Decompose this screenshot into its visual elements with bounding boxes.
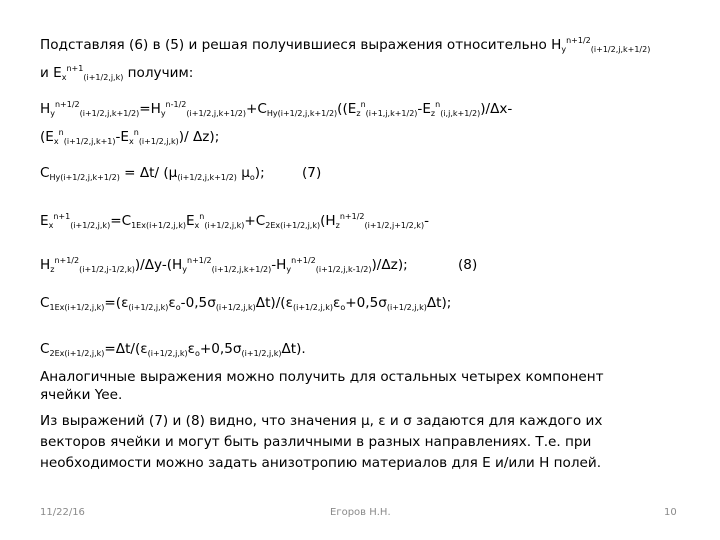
subscript: z <box>356 109 361 118</box>
subscript: (i+1/2,j,k+1/2) <box>590 45 651 54</box>
eq-term: = Δt/ (μ <box>119 165 178 181</box>
equation-7-line-1 <box>40 100 512 118</box>
subscript: (i+1/2,j,k) <box>138 137 179 146</box>
superscript: n <box>435 100 441 109</box>
eq-term: -H <box>271 257 287 273</box>
subscript: z <box>50 265 55 274</box>
superscript: n <box>360 100 366 109</box>
eq-term: Δt)/(ε <box>255 295 293 311</box>
subscript: (i+1/2,j,k+1/2) <box>177 173 237 182</box>
eq-term: +0,5σ <box>345 295 387 311</box>
paragraph-2-line-3: необходимости можно задать анизотропию материалов для E и/или H полей. <box>40 455 602 471</box>
paragraph-1-line-2: ячейки Yee. <box>40 387 123 403</box>
eq-term: H <box>40 257 51 273</box>
eq-term: )/Δy-(H <box>134 257 183 273</box>
subscript: 2Ex(i+1/2,j,k) <box>49 349 105 358</box>
superscript: n-1/2 <box>165 100 187 109</box>
superscript: n+1/2 <box>54 100 80 109</box>
superscript: n+1/2 <box>339 212 365 221</box>
paragraph-1-line-1: Аналогичные выражения можно получить для остальных четырех компонент <box>40 369 604 385</box>
superscript: n+1/2 <box>291 256 316 265</box>
subscript: (i+1/2,j-1/2,k) <box>79 265 135 274</box>
equation-8-line-2 <box>40 256 408 274</box>
subscript: x <box>48 221 54 230</box>
subscript: z <box>430 109 436 118</box>
superscript: n+1 <box>53 212 71 221</box>
subscript: (i+1/2,j,k) <box>386 303 427 312</box>
eq-term: ε <box>332 295 341 311</box>
eq-term: -E <box>115 129 129 145</box>
subscript: z <box>335 221 340 230</box>
subscript: x <box>129 137 134 146</box>
subscript: x <box>194 221 200 230</box>
subscript: (i+1/2,j,k) <box>241 349 282 358</box>
eq-term: -E <box>417 101 431 117</box>
subscript: o <box>175 303 181 312</box>
paragraph-2-line-1: Из выражений (7) и (8) видно, что значения μ, ε и σ задаются для каждого их <box>40 413 603 429</box>
subscript: (i+1/2,j,k) <box>215 303 256 312</box>
superscript: n <box>133 128 139 137</box>
superscript: n <box>58 128 64 137</box>
footer-author: Егоров Н.Н. <box>330 507 391 518</box>
eq-term: (H <box>320 213 336 229</box>
eq-term: ); <box>254 165 265 181</box>
subscript: Hy(i+1/2,j,k+1/2) <box>49 173 120 182</box>
eq-term: +C <box>244 213 266 229</box>
equation-7-number: (7) <box>302 165 322 181</box>
eq-term: μ <box>236 165 250 181</box>
subscript: y <box>286 265 292 274</box>
subscript: o <box>194 349 200 358</box>
subscript: (i+1/2,j,k) <box>70 221 111 230</box>
eq-term: Δt). <box>281 341 306 357</box>
subscript: 1Ex(i+1/2,j,k) <box>49 303 105 312</box>
eq-term: E <box>185 213 195 229</box>
superscript: n+1/2 <box>187 256 212 265</box>
superscript: n+1/2 <box>566 36 591 45</box>
eq-term: ε <box>168 295 176 311</box>
eq-term: E <box>40 213 49 229</box>
eq-term: =H <box>139 101 161 117</box>
subscript: o <box>249 173 255 182</box>
superscript: n+1 <box>66 64 84 73</box>
eq-term: - <box>424 213 429 229</box>
eq-term: H <box>40 101 51 117</box>
footer-date: 11/22/16 <box>40 507 85 518</box>
subscript: (i+1/2,j,k-1/2) <box>315 265 372 274</box>
eq-term: +0,5σ <box>199 341 242 357</box>
eq-term: ε <box>187 341 195 357</box>
subscript: y <box>182 265 187 274</box>
subscript: x <box>61 73 67 82</box>
subscript: (i+1/2,j,k+1/2) <box>211 265 272 274</box>
eq-term: C <box>40 295 50 311</box>
superscript: n+1/2 <box>54 256 80 265</box>
intro-text: и E <box>40 65 62 81</box>
eq-term: =Δt/(ε <box>104 341 148 357</box>
subscript: (i+1/2,j,k) <box>147 349 188 358</box>
eq-term: )/Δz); <box>371 257 408 273</box>
eq-term: Δt); <box>426 295 452 311</box>
eq-term: +C <box>245 101 267 117</box>
eq-term: )/ Δz); <box>178 129 220 145</box>
subscript: o <box>340 303 346 312</box>
subscript: (i+1/2,j,k+1) <box>63 137 116 146</box>
subscript: y <box>561 45 567 54</box>
equation-8-line-1 <box>40 212 429 230</box>
subscript: (i+1/2,j,k) <box>83 73 124 82</box>
equation-7-line-3 <box>40 164 265 182</box>
subscript: (i+1/2,j,k) <box>292 303 333 312</box>
intro-line-2 <box>40 64 193 82</box>
subscript: (i+1/2,j,k) <box>204 221 245 230</box>
equation-8-line-3 <box>40 294 451 312</box>
subscript: (i,j,k+1/2) <box>440 109 481 118</box>
subscript: y <box>160 109 166 118</box>
subscript: (i+1/2,j,k) <box>128 303 169 312</box>
eq-term: -0,5σ <box>180 295 216 311</box>
eq-term: )/Δx- <box>480 101 513 117</box>
eq-term: C <box>40 165 50 181</box>
subscript: x <box>53 137 59 146</box>
eq-term: =C <box>110 213 132 229</box>
eq-term: =(ε <box>104 295 129 311</box>
eq-term: C <box>40 341 50 357</box>
eq-term: (E <box>40 129 54 145</box>
intro-line-1 <box>40 36 650 54</box>
subscript: 2Ex(i+1/2,j,k) <box>265 221 321 230</box>
subscript: (i+1,j,k+1/2) <box>365 109 418 118</box>
subscript: Hy(i+1/2,j,k+1/2) <box>266 109 338 118</box>
subscript: (i+1/2,j,k+1/2) <box>79 109 140 118</box>
paragraph-2-line-2: векторов ячейки и могут быть различными в разных направлениях. Т.е. при <box>40 434 592 450</box>
eq-term: ((E <box>337 101 357 117</box>
subscript: y <box>50 109 55 118</box>
subscript: (i+1/2,j,k+1/2) <box>186 109 246 118</box>
subscript: (i+1/2,j+1/2,k) <box>364 221 425 230</box>
superscript: n <box>199 212 205 221</box>
intro-text: получим: <box>123 65 194 81</box>
intro-text: Подставляя (6) в (5) и решая получившиеся выражения относительно H <box>40 37 562 53</box>
equation-7-line-2 <box>40 128 219 146</box>
footer-page-number: 10 <box>664 507 677 518</box>
subscript: 1Ex(i+1/2,j,k) <box>131 221 186 230</box>
equation-8-line-4 <box>40 340 306 358</box>
equation-8-number: (8) <box>458 257 478 273</box>
